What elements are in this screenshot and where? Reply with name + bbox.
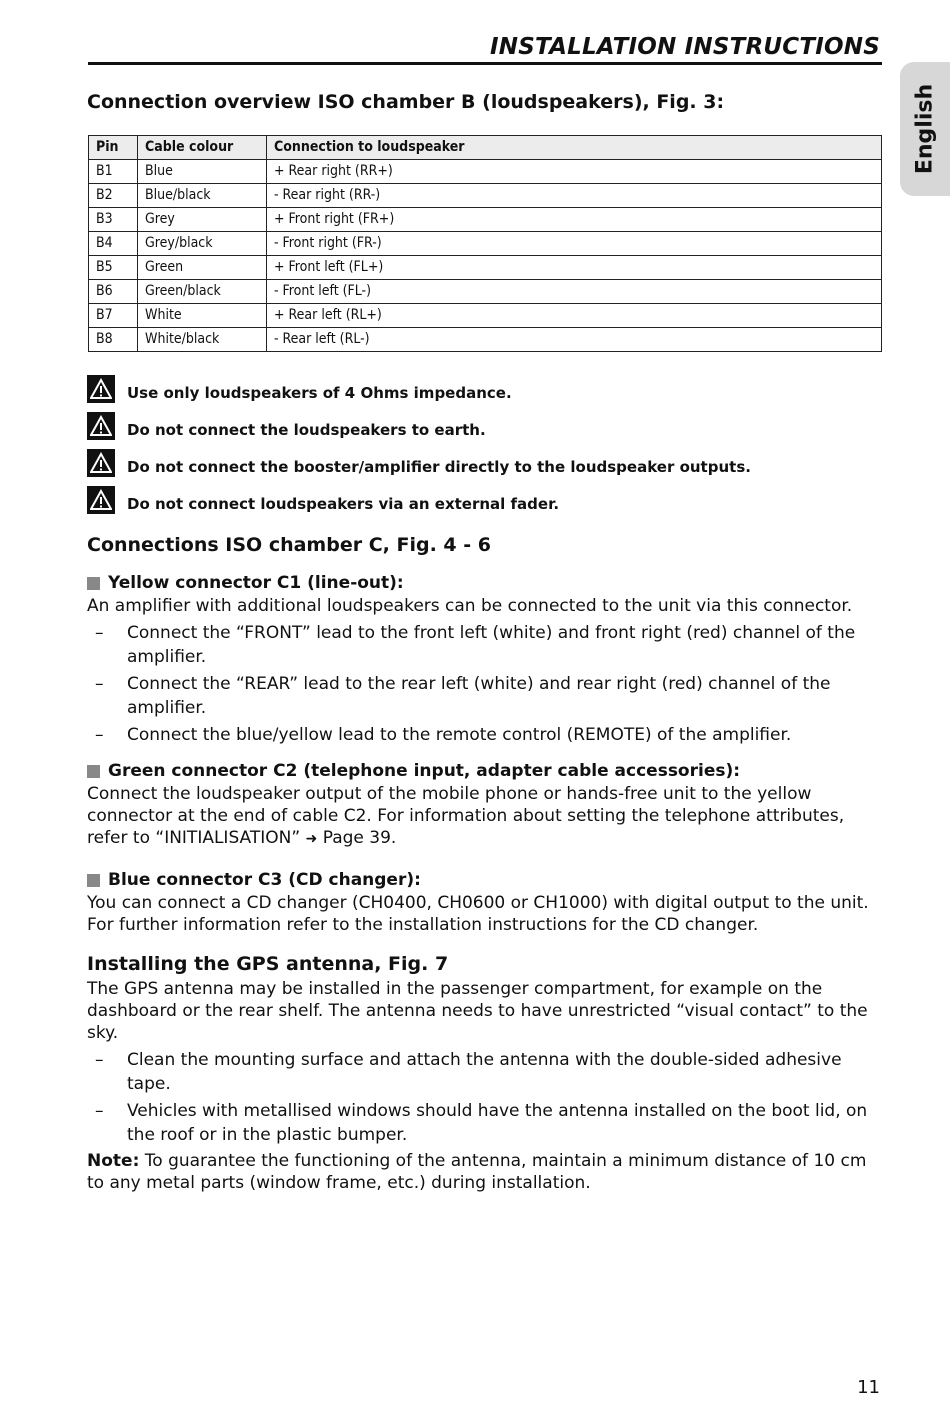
table-cell-colour: Green [138,256,267,280]
table-cell-colour: White/black [138,328,267,352]
list-item [87,1048,882,1096]
dash-bullet: – [95,1050,104,1070]
c2-text [87,783,882,850]
c1-steps-list [87,621,882,747]
table-cell-colour: Green/black [138,280,267,304]
table-cell-pin: B5 [89,256,138,280]
list-item-text: Connect the blue/yellow lead to the remote control (REMOTE) of the amplifier. [127,725,792,745]
header-rule [88,62,882,65]
table-cell-colour: Grey [138,208,267,232]
table-cell-pin: B7 [89,304,138,328]
page-reference-arrow-icon: ➜ [305,831,318,847]
warning-icon [87,375,115,403]
subheading-c2 [87,759,882,783]
table-cell-colour: Blue/black [138,184,267,208]
page-content [87,88,882,1194]
dash-bullet: – [95,725,104,745]
warning-icon [87,449,115,477]
list-item [87,621,882,669]
gps-intro: The GPS antenna may be installed in the passenger compartment, for example on the dashboard or the rear shelf. The antenna needs to have unrestricted “visual contact” to the sky. [87,979,868,1043]
warning-icon [87,486,115,514]
gps-steps-list [87,1048,882,1147]
list-item-text: Clean the mounting surface and attach the antenna with the double-sided adhesive tape. [127,1050,842,1094]
table-cell-colour: White [138,304,267,328]
table-cell-pin: B8 [89,328,138,352]
warning-text: Do not connect the loudspeakers to earth. [127,421,486,439]
subheading-c2-text: Green connector C2 (telephone input, adapter cable accessories): [108,761,741,781]
table-cell-pin: B4 [89,232,138,256]
table-cell-connection: + Front right (FR+) [267,208,882,232]
list-item-text: Connect the “FRONT” lead to the front left (white) and front right (red) channel of the amplifier. [127,623,856,667]
warning-text: Use only loudspeakers of 4 Ohms impedance. [127,384,512,402]
c3-text: You can connect a CD changer (CH0400, CH0600 or CH1000) with digital output to the unit. For further information refer to the installation instructions for the CD changer. [87,893,869,935]
warning-item [87,477,882,514]
note-text: To guarantee the functioning of the antenna, maintain a minimum distance of 10 cm to any metal parts (window frame, etc.) during installation. [87,1151,867,1193]
list-item [87,672,882,720]
list-item-text: Vehicles with metallised windows should have the antenna installed on the boot lid, on the roof or in the plastic bumper. [127,1101,868,1145]
language-tab-label: English [912,83,938,175]
subheading-c3-text: Blue connector C3 (CD changer): [108,870,421,890]
c2-text-main: Connect the loudspeaker output of the mobile phone or hands-free unit to the yellow connector at the end of cable C2. For information about setting the telephone attributes, refer to “INITIALISATION” [87,784,845,848]
section-heading-iso-c: Connections ISO chamber C, Fig. 4 - 6 [87,534,491,556]
table-cell-pin: B2 [89,184,138,208]
note-label: Note: [87,1151,140,1171]
table-row [89,328,882,352]
table-row [89,184,882,208]
column-header-pin: Pin [89,136,138,160]
square-bullet-icon [87,577,100,590]
table-cell-pin: B3 [89,208,138,232]
warning-text: Do not connect loudspeakers via an external fader. [127,495,560,513]
table-row [89,256,882,280]
table-row [89,280,882,304]
warning-item [87,403,882,440]
warnings-list [87,366,882,514]
column-header-cable-colour: Cable colour [138,136,267,160]
section-heading-gps: Installing the GPS antenna, Fig. 7 [87,953,449,975]
square-bullet-icon [87,765,100,778]
subheading-c3 [87,868,882,892]
table-cell-pin: B6 [89,280,138,304]
table-cell-connection: + Rear right (RR+) [267,160,882,184]
warning-item [87,366,882,403]
square-bullet-icon [87,874,100,887]
dash-bullet: – [95,674,104,694]
list-item [87,1099,882,1147]
table-cell-connection: + Front left (FL+) [267,256,882,280]
table-header-row [89,136,882,160]
list-item-text: Connect the “REAR” lead to the rear left (white) and rear right (red) channel of the amplifier. [127,674,831,718]
loudspeaker-connection-table [88,135,882,352]
table-cell-connection: - Rear left (RL-) [267,328,882,352]
warning-text: Do not connect the booster/amplifier directly to the loudspeaker outputs. [127,458,751,476]
section-heading-iso-b: Connection overview ISO chamber B (loudspeakers), Fig. 3: [87,91,725,113]
warning-item [87,440,882,477]
dash-bullet: – [95,623,104,643]
table-row [89,160,882,184]
page-number: 11 [857,1377,880,1398]
subheading-c1-text: Yellow connector C1 (line-out): [108,573,404,593]
table-cell-connection: - Rear right (RR-) [267,184,882,208]
language-tab [900,62,950,196]
list-item [87,723,882,747]
subheading-c1 [87,571,882,595]
c2-page-reference: Page 39. [317,828,397,848]
dash-bullet: – [95,1101,104,1121]
warning-icon [87,412,115,440]
table-cell-connection: - Front left (FL-) [267,280,882,304]
table-cell-colour: Grey/black [138,232,267,256]
table-row [89,304,882,328]
table-cell-connection: - Front right (FR-) [267,232,882,256]
table-row [89,232,882,256]
table-cell-pin: B1 [89,160,138,184]
table-cell-colour: Blue [138,160,267,184]
page-header-title: INSTALLATION INSTRUCTIONS [490,34,880,60]
gps-note [87,1150,882,1194]
column-header-connection: Connection to loudspeaker [267,136,882,160]
table-row [89,208,882,232]
table-cell-connection: + Rear left (RL+) [267,304,882,328]
c1-intro: An amplifier with additional loudspeakers can be connected to the unit via this connector. [87,596,853,616]
